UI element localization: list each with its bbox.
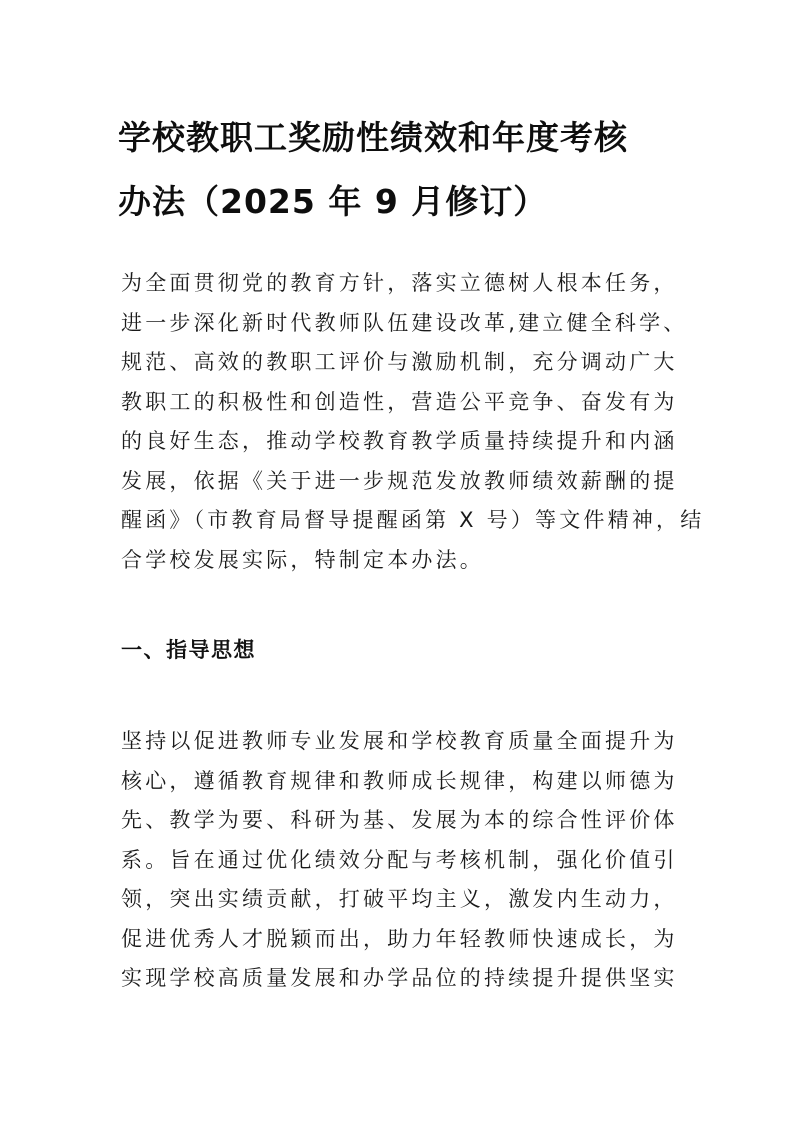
text-line: 教职工的积极性和创造性，营造公平竞争、奋发有为 xyxy=(121,389,678,414)
text-line: 促进优秀人才脱颖而出，助力年轻教师快速成长，为 xyxy=(121,926,678,951)
text-line: 领，突出实绩贡献，打破平均主义，激发内生动力， xyxy=(121,887,678,911)
title-line: 办法（2025 年 9 月修订） xyxy=(118,182,548,221)
text-line: 先、教学为要、科研为基、发展为本的综合性评价体 xyxy=(121,808,678,832)
text-line: 发展，依据《关于进一步规范发放教师绩效薪酬的提 xyxy=(121,468,678,493)
text-line: 醒函》（市教育局督导提醒函第 X 号）等文件精神，结 xyxy=(121,508,705,532)
title-line: 学校教职工奖励性绩效和年度考核 xyxy=(118,118,628,157)
intro-paragraph xyxy=(121,264,705,580)
text-line: 为全面贯彻党的教育方针，落实立德树人根本任务， xyxy=(121,271,678,295)
text-line: 合学校发展实际，特制定本办法。 xyxy=(121,547,484,572)
text-line: 的良好生态，推动学校教育教学质量持续提升和内涵 xyxy=(121,429,678,453)
text-line: 核心，遵循教育规律和教师成长规律，构建以师德为 xyxy=(121,768,678,793)
guiding-ideology-paragraph xyxy=(121,722,691,999)
text-line: 实现学校高质量发展和办学品位的持续提升提供坚实 xyxy=(121,966,678,990)
section-heading-guiding-ideology: 一、指导思想 xyxy=(121,638,256,662)
document-title xyxy=(118,106,698,234)
text-line: 进一步深化新时代教师队伍建设改革,建立健全科学、 xyxy=(121,310,688,335)
text-line: 坚持以促进教师专业发展和学校教育质量全面提升为 xyxy=(121,729,678,753)
text-line: 系。旨在通过优化绩效分配与考核机制，强化价值引 xyxy=(121,847,678,872)
text-line: 规范、高效的教职工评价与激励机制，充分调动广大 xyxy=(121,350,678,374)
